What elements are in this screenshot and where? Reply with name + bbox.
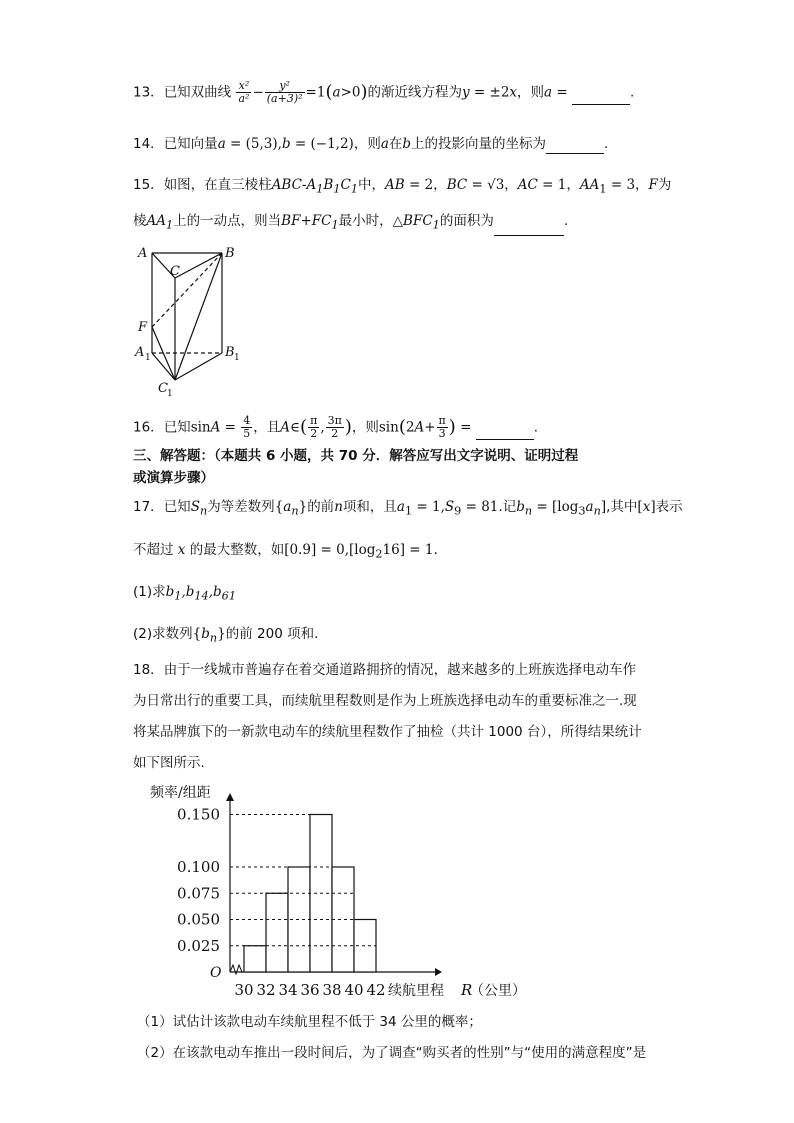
origin-label: O [210,965,222,981]
label-F: F [138,320,148,335]
question-16: 16．已知sinA = $\frac{4}{5}$ ，且A∈( $\frac{\pi}{2}$ , $\frac{3\pi}{2}$ )，则sin(2A+ $\frac{\pi}{3}$ ) = . [133,414,538,440]
x-tick-label: 38 [322,981,342,999]
label-B1: B [225,345,235,360]
x-axis-unit: （公里） [470,983,526,999]
question-13: 13．已知双曲线 $\frac{\text{x²}}{\text{a²}}$ − $\frac{\text{y²}}{\text{(a+3)²}}$ =1(a>0)的渐近线方程为y = ±2x，则a = . [133,79,635,105]
axis-break [230,965,242,974]
x-axis-label: 续航里程 [388,983,444,999]
section-title-line2: 或演算步骤） [133,470,214,486]
x-tick-label: 32 [256,981,276,999]
question-18-part1: （1）试估计该款电动车续航里程不低于 34 公里的概率； [137,1014,482,1030]
y-tick-label: 0.050 [177,910,220,929]
label-B: B [225,246,235,261]
answer-blank[interactable] [546,139,604,154]
histogram-chart [140,785,540,1000]
label-A: A [138,246,148,261]
x-axis-variable: R [461,981,473,999]
x-tick-label: 34 [278,981,298,999]
x-tick-label: 40 [344,981,364,999]
question-18-line2: 为日常出行的重要工具，而续航里程数则是作为上班族选择电动车的重要标准之一.现 [133,693,637,709]
x-tick-label: 42 [366,981,386,999]
label-A1: A [135,345,145,360]
fraction: $\frac{4}{5}$ [243,414,251,440]
y-axis-arrow [226,793,234,801]
question-18-line4: 如下图所示. [133,755,205,771]
answer-blank[interactable] [572,90,630,105]
svg-text:1: 1 [145,353,151,363]
question-15: 15．如图，在直三棱柱ABC-$A_1B_1C_1$中，AB = 2，BC = √3，AC = 1，$AA_1 = 3$，F为 [133,177,672,196]
question-18-part2: （2）在该款电动车推出一段时间后，为了调查“购买者的性别”与“使用的满意程度”是 [137,1045,647,1061]
x-tick-label: 30 [234,981,254,999]
question-17-line2: 不超过 x 的最大整数，如$[0.9] = 0,[\log_216] = 1$. [133,542,438,561]
question-17-part1: (1)求$b_1,b_{14},b_{61}$ [133,584,236,603]
answer-blank[interactable] [476,425,534,440]
svg-text:1: 1 [167,389,173,399]
question-18-line1: 18．由于一线城市普遍存在着交通道路拥挤的情况，越来越多的上班族选择电动车作 [133,662,637,678]
question-14: 14．已知向量a = (5,3),b = (−1,2)，则a在b上的投影向量的坐标为 . [133,136,609,152]
y-axis-label: 频率/组距 [150,785,211,801]
y-tick-label: 0.025 [177,936,220,955]
fraction: $\frac{\text{x²}}{\text{a²}}$ [238,79,250,105]
prism-figure [130,240,250,400]
histogram-bar [244,946,266,972]
svg-text:1: 1 [234,353,240,363]
question-17: 17．已知$S_n$为等差数列$\{a_n\}$的前n项和，且$a_1 = 1,S_9 = 81$.记$b_n = [\log_3a_n]$,其中[x]表示 [133,499,683,518]
y-tick-label: 0.075 [177,884,220,903]
label-C: C [170,264,180,279]
question-18-line3: 将某品牌旗下的一新款电动车的续航里程数作了抽检（共计 1000 台），所得结果统计 [133,724,642,740]
x-tick-label: 36 [300,981,320,999]
y-tick-label: 0.150 [177,805,220,824]
answer-blank[interactable] [494,221,564,236]
question-15-line2: 棱$AA_1$上的一动点，则当$BF+FC_1$最小时，$\triangle BFC_1$的面积为 . [133,211,568,236]
y-tick-label: 0.100 [177,858,220,876]
histogram-bar [266,893,288,972]
question-17-part2: (2)求数列$\{b_n\}$的前 200 项和. [133,626,319,645]
fraction: $\frac{\text{y²}}{\text{(a+3)²}}$ [266,79,303,105]
x-axis-arrow [435,968,442,976]
label-C1: C [158,381,168,396]
section-title: 三、解答题：（本题共 6 小题，共 70 分．解答应写出文字说明、证明过程 [133,448,579,464]
